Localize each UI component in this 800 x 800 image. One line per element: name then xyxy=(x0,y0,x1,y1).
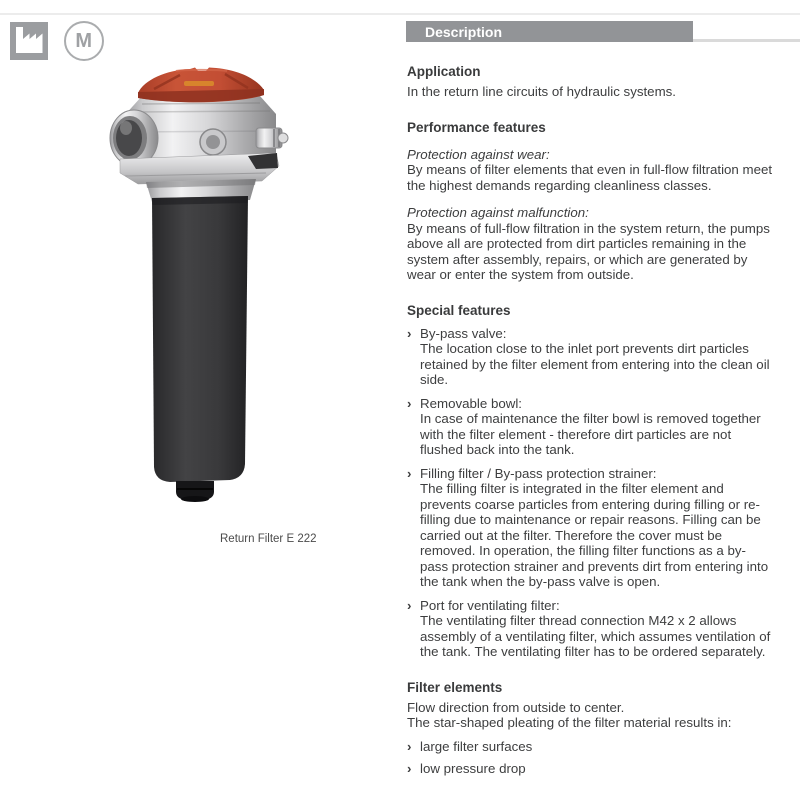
description-title: Description xyxy=(425,23,503,40)
product-photo xyxy=(80,40,340,520)
list-item xyxy=(407,326,773,388)
application-body: In the return line circuits of hydraulic systems. xyxy=(407,84,676,99)
filter-elements-heading: Filter elements xyxy=(407,679,503,695)
cover-brand-label xyxy=(184,81,214,86)
performance-body: By means of full-flow filtration in the system return, the pumps above all are protected from dirt particles remaining in the system after assembly, repairs, or which are generated by wear or enter the system from outside. xyxy=(407,220,770,282)
performance-subheading: Protection against malfunction: xyxy=(407,205,589,220)
top-divider xyxy=(0,13,800,15)
performance-body: By means of filter elements that even in full-flow filtration meet the highest demands regarding cleanliness classes. xyxy=(407,162,773,193)
bullet-title: Port for ventilating filter: xyxy=(420,597,560,613)
bullet-title: Removable bowl: xyxy=(420,395,522,411)
bullet-body: The location close to the inlet port prevents dirt particles retained by the filter element from entering into the clean oil side. xyxy=(420,341,770,387)
list-item xyxy=(407,466,773,590)
bullet-icon: › xyxy=(407,465,412,481)
description-column xyxy=(407,42,773,784)
m-badge-letter: M xyxy=(75,29,93,52)
factory-glyph xyxy=(10,22,48,60)
bullet-title: By-pass valve: xyxy=(420,325,507,341)
bullet-icon: › xyxy=(407,325,412,341)
product-caption: Return Filter E 222 xyxy=(220,533,317,545)
drain-thread xyxy=(176,481,214,502)
list-item xyxy=(407,396,773,458)
side-port xyxy=(256,128,288,148)
list-item xyxy=(407,761,773,777)
filter-elements-list xyxy=(407,739,773,777)
return-filter-illustration xyxy=(80,40,340,520)
bullet-body: The ventilating filter thread connection M42 x 2 allows assembly of a ventilating filter, which assumes ventilation of the tank. The ventilating filter has to be ordered separately. xyxy=(420,613,771,659)
bullet-icon: › xyxy=(407,738,412,754)
application-heading: Application xyxy=(407,64,481,79)
bullet-title: Filling filter / By-pass protection strainer: xyxy=(420,465,657,481)
list-item xyxy=(407,739,773,755)
filter-elements-line: Flow direction from outside to center. xyxy=(407,699,625,715)
bullet-icon: › xyxy=(407,395,412,411)
bullet-icon: › xyxy=(407,761,412,776)
performance-heading: Performance features xyxy=(407,119,546,135)
factory-icon xyxy=(10,22,48,60)
special-features-list xyxy=(407,326,773,660)
red-cover xyxy=(138,68,264,103)
filter-elements-line: The star-shaped pleating of the filter material results in: xyxy=(407,715,732,730)
bullet-text: low pressure drop xyxy=(420,761,526,776)
bullet-body: The filling filter is integrated in the filter element and prevents coarse particles from entering during filling or re-filling due to maintenance or repair reasons. Filling can be carried out at the filter. Therefore the cover must be removed. In operation, the filling filter functions as a by-pass protection strainer and prevents dirt from entering into the tank when the by-pass valve is open. xyxy=(420,481,769,589)
bullet-icon: › xyxy=(407,597,412,613)
performance-subheading: Protection against wear: xyxy=(407,146,550,162)
list-item xyxy=(407,598,773,660)
bullet-text: large filter surfaces xyxy=(420,738,533,754)
filter-bowl xyxy=(152,196,248,482)
description-header-bar xyxy=(406,21,693,42)
special-features-heading: Special features xyxy=(407,302,511,318)
bullet-body: In case of maintenance the filter bowl is removed together with the filter element - therefore dirt particles are not flushed back into the tank. xyxy=(420,411,761,457)
